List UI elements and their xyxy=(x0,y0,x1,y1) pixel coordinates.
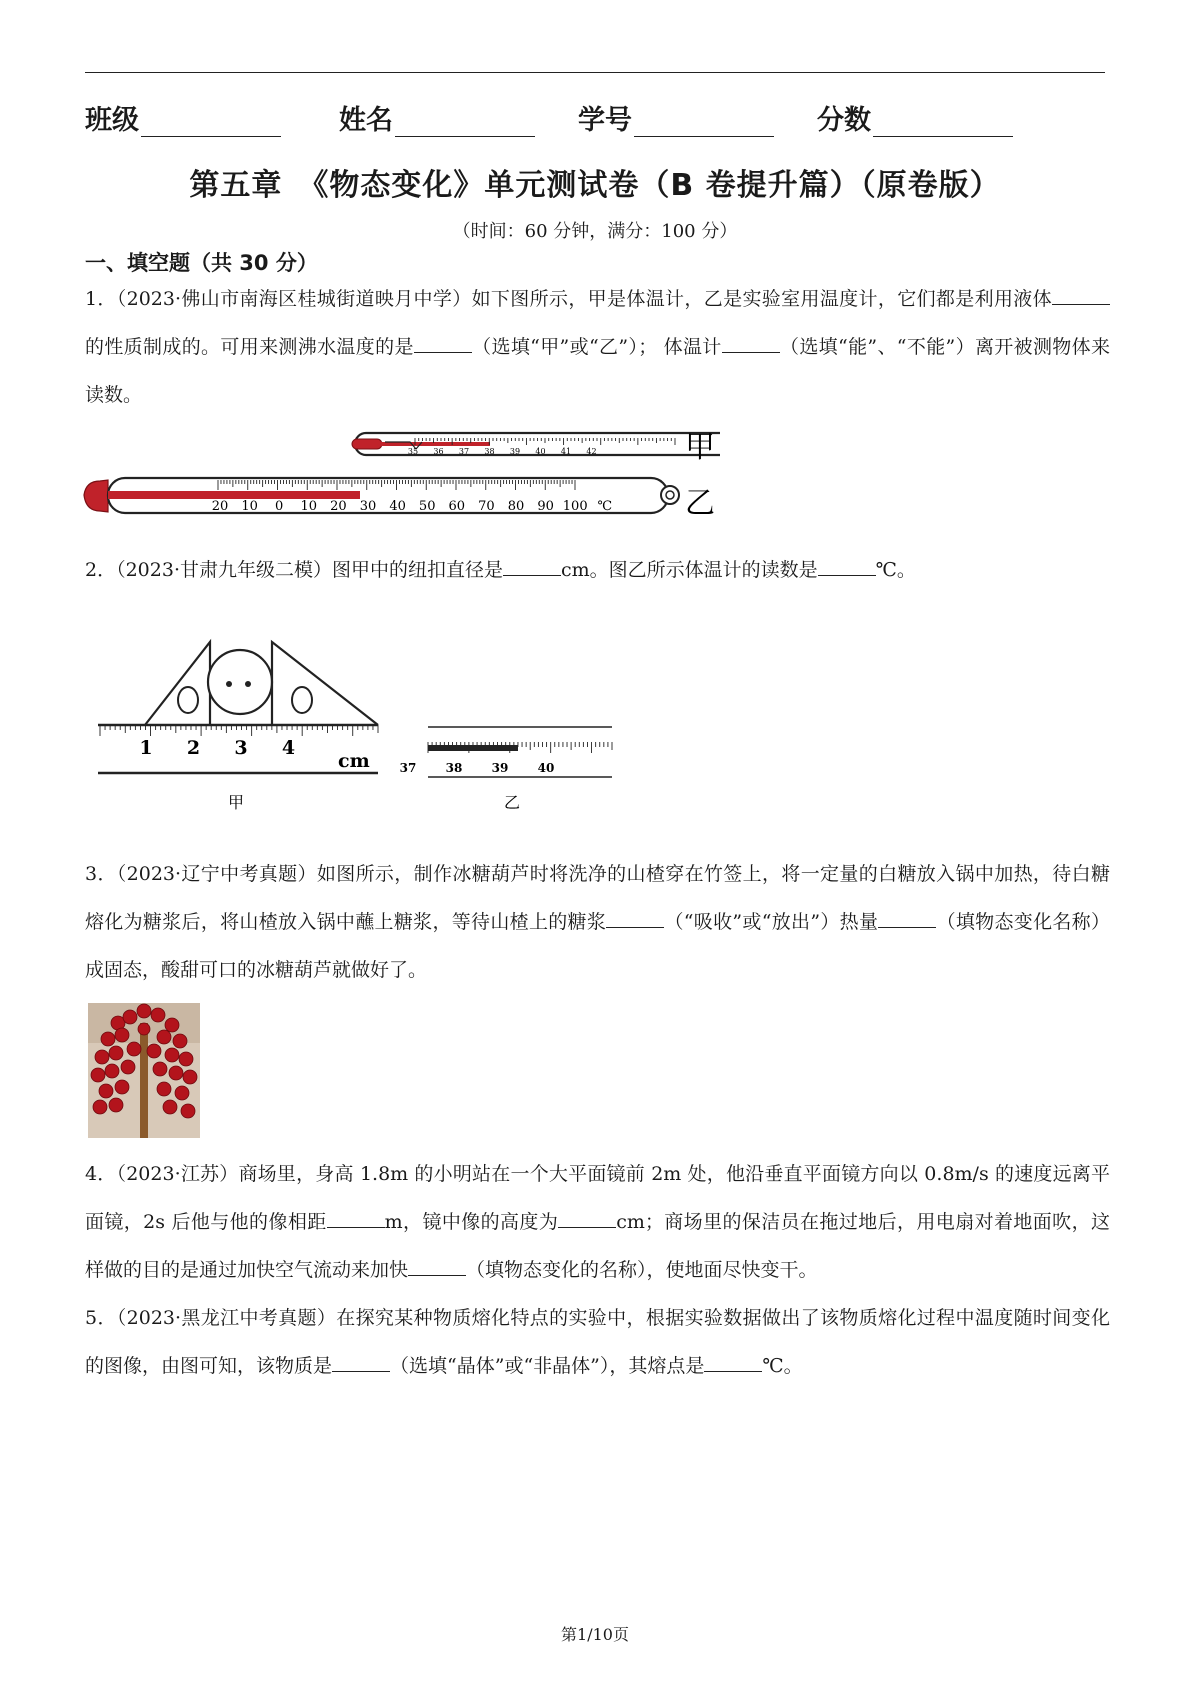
class-blank[interactable] xyxy=(141,108,281,137)
scale-label: 100 xyxy=(562,499,588,514)
scale-label: 4 xyxy=(281,737,296,759)
ruler-figure xyxy=(98,642,378,812)
q3-text-1: 3．（2023·辽宁中考真题）如图所示，制作冰糖葫芦时将洗净的山楂穿在竹签上，将一定量的白糖放入锅中加热，待白糖熔化为糖浆后，将山楂放入锅中蘸上糖浆，等待山楂上的糖浆 xyxy=(85,863,1110,933)
scale-label: 40 xyxy=(389,499,406,514)
scale-label: 70 xyxy=(478,499,495,514)
scale-label: ℃ xyxy=(597,499,613,514)
ruler-minor-ticks xyxy=(100,725,378,736)
q4-text-4: （填物态变化的名称），使地面尽快变干。 xyxy=(466,1259,818,1281)
q3-blank-1[interactable] xyxy=(606,907,664,928)
question-5 xyxy=(85,1294,1110,1390)
thermometers-figure xyxy=(80,425,720,540)
name-blank[interactable] xyxy=(395,108,535,137)
scale-label: 80 xyxy=(507,499,525,514)
name-label: 姓名 xyxy=(339,105,393,136)
q1-text-1: 1．（2023·佛山市南海区桂城街道映月中学）如下图所示，甲是体温计，乙是实验室用温度计，它们都是利用液体 xyxy=(85,288,1052,310)
candied-haws-photo xyxy=(88,1003,200,1138)
scale-label: 30 xyxy=(359,499,377,514)
scale-label: 40 xyxy=(537,761,555,775)
q5-blank-1[interactable] xyxy=(332,1351,390,1372)
scale-label: 20 xyxy=(211,499,229,514)
scale-label: 41 xyxy=(560,447,572,456)
scale-label: 36 xyxy=(433,447,444,456)
scale-label: 37 xyxy=(458,447,470,456)
page-footer: 第1/10页 xyxy=(561,1625,629,1644)
q5-text-1: 5．（2023·黑龙江中考真题）在探究某种物质熔化特点的实验中，根据实验数据做出了该物质熔化过程中温度随时间变化的图像，由图可知，该物质是 xyxy=(85,1307,1110,1377)
label-yi: 乙 xyxy=(685,486,715,521)
q1-blank-2[interactable] xyxy=(414,332,472,353)
score-label: 分数 xyxy=(817,105,871,136)
section-heading: 一、填空题（共 30 分） xyxy=(85,251,318,275)
caption-yi: 乙 xyxy=(503,793,521,812)
caption-jia: 甲 xyxy=(227,793,245,812)
thermometer-reading-figure xyxy=(400,727,612,812)
q1-blank-3[interactable] xyxy=(722,332,780,353)
scale-label: 40 xyxy=(535,447,546,456)
q2-blank-2[interactable] xyxy=(818,555,876,576)
scale-label: 35 xyxy=(407,447,419,456)
question-3 xyxy=(85,850,1110,994)
lab-thermometer xyxy=(84,478,679,514)
scale-label: 60 xyxy=(448,499,466,514)
scale-label: 2 xyxy=(186,737,201,759)
score-field xyxy=(817,98,1013,137)
scale-label: 50 xyxy=(418,499,436,514)
scale-label: 20 xyxy=(330,499,347,514)
q4-blank-2[interactable] xyxy=(558,1207,616,1228)
q2-text-3: ℃。 xyxy=(875,559,916,581)
clinical-thermometer xyxy=(352,433,720,456)
question-2 xyxy=(85,546,1110,594)
q2-text-2: cm。图乙所示体温计的读数是 xyxy=(560,559,818,581)
q1-text-3: （选填“甲”或“乙”）； 体温计 xyxy=(471,336,722,358)
scale-label: 39 xyxy=(491,761,509,775)
student-id-label: 学号 xyxy=(578,105,632,136)
q1-blank-1[interactable] xyxy=(1052,284,1110,305)
exam-subtitle: （时间：60 分钟，满分：100 分） xyxy=(452,221,738,242)
q5-blank-2[interactable] xyxy=(704,1351,762,1372)
student-info-header xyxy=(85,98,1105,138)
ruler-unit: cm xyxy=(338,750,370,772)
scale-label: 90 xyxy=(537,499,554,514)
reading-thermometer-labels xyxy=(400,761,555,775)
q3-blank-2[interactable] xyxy=(878,907,936,928)
class-field xyxy=(85,98,281,137)
scale-label: 38 xyxy=(484,447,495,456)
q4-text-2: m，镜中像的高度为 xyxy=(384,1211,559,1233)
name-field xyxy=(339,98,535,137)
q4-text-3: cm；商场里的保洁员在拖过地后，用电扇对着地面吹，这样做的目的是通过加快空气流动来加快 xyxy=(85,1211,1110,1281)
student-id-blank[interactable] xyxy=(634,108,774,137)
scale-label: 3 xyxy=(234,737,248,759)
scale-label: 37 xyxy=(399,761,417,775)
class-label: 班级 xyxy=(85,105,139,136)
scale-label: 0 xyxy=(275,499,284,514)
ruler-thermometer-figure xyxy=(90,630,630,820)
scale-label: 10 xyxy=(300,499,318,514)
q1-text-4: （选填“能”、“不能”）离开被测物体来读数。 xyxy=(85,336,1110,406)
scale-label: 39 xyxy=(509,447,521,456)
ruler-labels xyxy=(139,737,295,759)
student-id-field xyxy=(578,98,774,137)
scale-label: 38 xyxy=(445,761,463,775)
scale-label: 1 xyxy=(139,737,153,759)
score-blank[interactable] xyxy=(873,108,1013,137)
q5-text-3: ℃。 xyxy=(762,1355,803,1377)
scale-label: 42 xyxy=(586,447,597,456)
scale-label: 10 xyxy=(241,499,258,514)
q2-blank-1[interactable] xyxy=(503,555,561,576)
q4-blank-3[interactable] xyxy=(408,1255,466,1276)
question-1 xyxy=(85,275,1110,419)
q3-text-2: （“吸收”或“放出”）热量 xyxy=(664,911,879,933)
q3-text-3: （填物态变化名称）成固态，酸甜可口的冰糖葫芦就做好了。 xyxy=(85,911,1110,981)
button-circle xyxy=(208,650,272,714)
top-rule xyxy=(85,72,1105,73)
q4-text-1: 4．（2023·江苏）商场里，身高 1.8m 的小明站在一个大平面镜前 2m 处，他沿垂直平面镜方向以 0.8m/s 的速度远离平面镜，2s 后他与他的像相距 xyxy=(85,1163,1110,1233)
q4-blank-1[interactable] xyxy=(327,1207,385,1228)
label-jia: 甲 xyxy=(685,430,715,465)
q5-text-2: （选填“晶体”或“非晶体”），其熔点是 xyxy=(390,1355,705,1377)
question-4 xyxy=(85,1150,1110,1294)
q2-text-1: 2．（2023·甘肃九年级二模）图甲中的纽扣直径是 xyxy=(85,559,503,581)
page-title: 第五章 《物态变化》单元测试卷（B 卷提升篇）（原卷版） xyxy=(189,168,1001,203)
q1-text-2: 的性质制成的。可用来测沸水温度的是 xyxy=(85,336,414,358)
